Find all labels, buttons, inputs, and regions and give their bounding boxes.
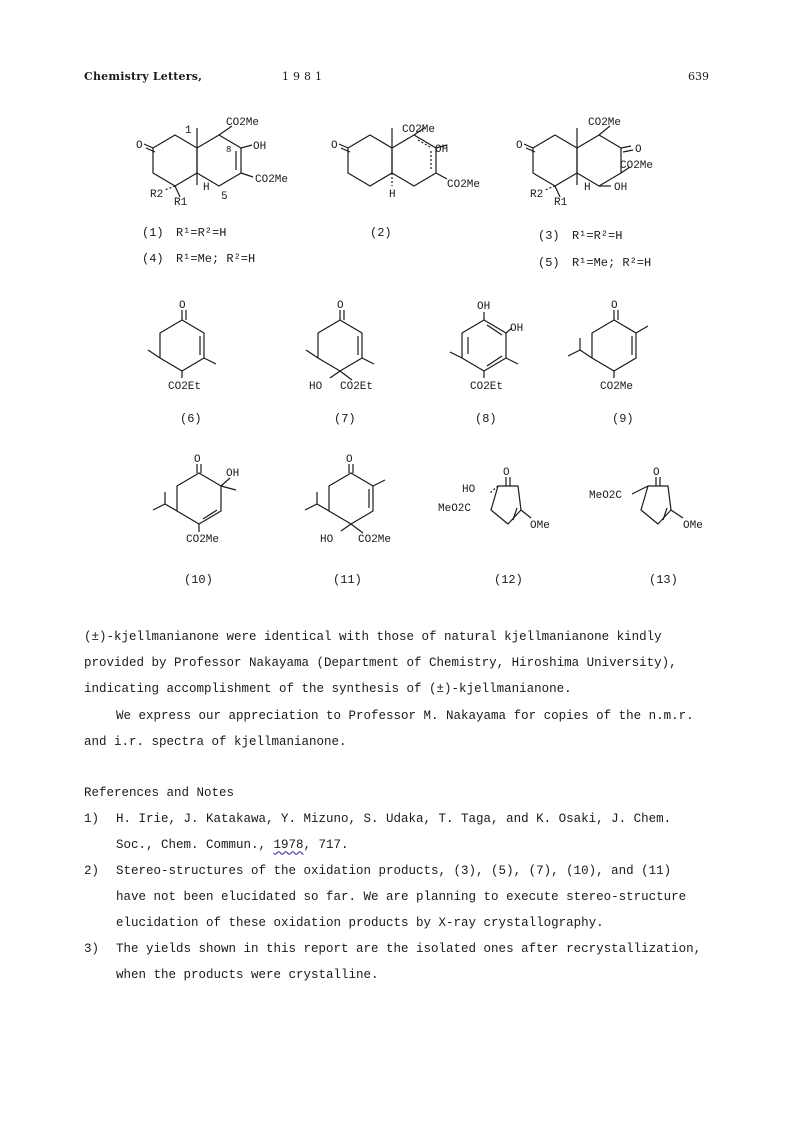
meo2c-label: MeO2C [438, 503, 472, 515]
reference-year: 1978 [273, 838, 304, 852]
structure-compound-1 [144, 126, 253, 197]
compound-label-11: (11) [333, 573, 362, 587]
compound-label-8: (8) [475, 412, 497, 426]
paragraph-line: (±)-kjellmanianone were identical with those of natural kjellmanianone kindly [84, 630, 662, 644]
oxygen-label: O [503, 467, 510, 479]
structure-compound-13 [632, 477, 683, 524]
structure-compound-2 [339, 128, 447, 186]
reference-number: 1) [84, 812, 100, 826]
r1-label: R1 [554, 197, 568, 209]
reference-line [116, 838, 349, 852]
meo2c-label: MeO2C [589, 490, 623, 502]
structure-compound-8 [450, 312, 518, 378]
structure-compound-7 [306, 310, 374, 380]
oh-label: OH [477, 301, 491, 313]
oxygen-label: O [331, 140, 338, 152]
co2et-label: CO2Et [470, 381, 504, 393]
oxygen-label: O [611, 300, 618, 312]
ho-label: HO [309, 381, 323, 393]
co2me-label: CO2Me [588, 117, 622, 129]
compound-label-2: (2) [370, 226, 392, 240]
compound-label-6: (6) [180, 412, 202, 426]
reference-line: Stereo-structures of the oxidation products, (3), (5), (7), (10), and (11) [116, 864, 672, 878]
co2me-label: CO2Me [186, 534, 220, 546]
r1-label: R1 [174, 197, 188, 209]
reference-number: 2) [84, 864, 100, 878]
oxygen-label: O [337, 300, 344, 312]
reference-line: H. Irie, J. Katakawa, Y. Mizuno, S. Udaka, T. Taga, and K. Osaki, J. Chem. [116, 812, 672, 826]
oh-label: OH [435, 144, 449, 156]
oxygen-label: O [346, 454, 353, 466]
structure-labels [136, 117, 703, 546]
oxygen-label: O [179, 300, 186, 312]
oxygen-label: O [653, 467, 660, 479]
oh-label: OH [253, 141, 267, 153]
compound-substituents-1: R¹=R²=H [176, 226, 227, 240]
journal-name: Chemistry Letters, [84, 70, 203, 83]
compound-substituents-4: R¹=Me; R²=H [176, 252, 256, 266]
co2me-label: CO2Me [226, 117, 260, 129]
co2me-label: CO2Me [447, 179, 481, 191]
oh-label: OH [226, 468, 240, 480]
paragraph-line: provided by Professor Nakayama (Department of Chemistry, Hiroshima University), [84, 656, 677, 670]
oh-label: OH [510, 323, 524, 335]
co2et-label: CO2Et [340, 381, 374, 393]
compound-label-9: (9) [612, 412, 634, 426]
position-label: 1 [185, 125, 192, 137]
compound-label-3: (3) [538, 229, 560, 243]
structure-compound-12 [490, 477, 531, 524]
compound-label-4: (4) [142, 252, 164, 266]
hydrogen-label: H [203, 182, 210, 194]
position-label: 5 [221, 191, 228, 203]
compound-label-10: (10) [184, 573, 213, 587]
reference-number: 3) [84, 942, 100, 956]
ho-label: HO [320, 534, 334, 546]
co2me-label: CO2Me [600, 381, 634, 393]
paragraph-line: We express our appreciation to Professor M. Nakayama for copies of the n.m.r. [116, 709, 694, 723]
reference-line: The yields shown in this report are the isolated ones after recrystallization, [116, 942, 702, 956]
co2me-label: CO2Me [358, 534, 392, 546]
co2me-label: CO2Me [620, 160, 654, 172]
compound-substituents-5: R¹=Me; R²=H [572, 256, 652, 270]
reference-text: Soc., Chem. Commun., [116, 838, 274, 852]
compound-substituents-3: R¹=R²=H [572, 229, 623, 243]
structure-compound-10 [153, 464, 236, 532]
references-heading: References and Notes [84, 786, 235, 800]
oxygen-label: O [635, 144, 642, 156]
reference-text: , 717. [303, 838, 349, 852]
paragraph-line: and i.r. spectra of kjellmanianone. [84, 735, 347, 749]
hydrogen-label: H [389, 189, 396, 201]
page-number: 639 [688, 70, 709, 83]
co2me-label: CO2Me [402, 124, 436, 136]
journal-year: 1981 [282, 70, 326, 83]
reference-line: when the products were crystalline. [116, 968, 379, 982]
oh-label: OH [614, 182, 628, 194]
compound-label-5: (5) [538, 256, 560, 270]
compound-label-13: (13) [649, 573, 678, 587]
position-label: 8 [226, 145, 232, 155]
r2-label: R2 [530, 189, 544, 201]
compound-label-1: (1) [142, 226, 164, 240]
hydrogen-label: H [584, 182, 591, 194]
oxygen-label: O [516, 140, 523, 152]
r2-label: R2 [150, 189, 164, 201]
compound-label-12: (12) [494, 573, 523, 587]
ome-label: OMe [683, 520, 703, 532]
ho-label: HO [462, 484, 476, 496]
oxygen-label: O [194, 454, 201, 466]
compound-label-7: (7) [334, 412, 356, 426]
compound-number-labels [142, 226, 678, 587]
oxygen-label: O [136, 140, 143, 152]
structure-compound-11 [305, 464, 385, 533]
co2et-label: CO2Et [168, 381, 202, 393]
ome-label: OMe [530, 520, 550, 532]
reference-line: elucidation of these oxidation products by X-ray crystallography. [116, 916, 604, 930]
structure-compound-9 [568, 310, 648, 378]
structure-compound-6 [148, 310, 216, 378]
reference-line: have not been elucidated so far. We are planning to execute stereo-structure [116, 890, 687, 904]
co2me-label: CO2Me [255, 174, 289, 186]
paragraph-line: indicating accomplishment of the synthesis of (±)-kjellmanianone. [84, 682, 572, 696]
